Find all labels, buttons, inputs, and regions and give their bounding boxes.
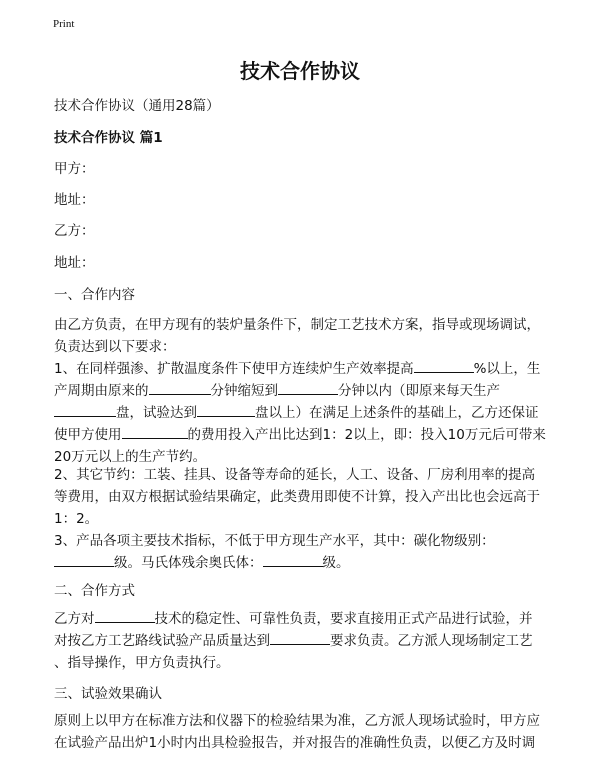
section-heading-result-confirmation: 三、试验效果确认: [54, 686, 162, 702]
blank-technology: [95, 609, 155, 623]
blank-original-trays: [54, 403, 116, 417]
party-a-label: 甲方：: [54, 161, 95, 177]
cooperation-mode-paragraph: 乙方对 技术的稳定性、可靠性负责，要求直接用正式产品进行试验，并 对按乙方工艺路线试验产品质量达到 要求负责。乙方派人现场制定工艺 、指导操作，甲方负责执行。: [54, 611, 533, 671]
document-title: 技术合作协议: [240, 59, 360, 83]
result-confirmation-paragraph: 原则上以甲方在标准方法和仪器下的检验结果为准，乙方派人现场试验时，甲方应 在试验产品出炉1小时内出具检验报告，并对报告的准确性负责，以便乙方及时调: [54, 713, 540, 751]
blank-carbide-grade: [54, 553, 114, 567]
blank-technology-name: [122, 425, 188, 439]
section-heading-cooperation-mode: 二、合作方式: [54, 583, 135, 599]
blank-target-trays: [197, 403, 255, 417]
requirement-item-2: 2、其它节约：工装、挂具、设备等寿命的延长，人工、设备、厂房利用率的提高 等费用，由双方根据试验结果确定，此类费用即使不计算，投入产出比也会远高于 1：2。: [54, 467, 540, 527]
article-heading: 技术合作协议 篇1: [54, 130, 163, 146]
requirement-item-1: 1、在同样强渗、扩散温度条件下使甲方连续炉生产效率提高 %以上，生 产周期由原来的 分钟缩短到 分钟以内（即原来每天生产 盘，试验达到 盘以上）在满足上述条件的基础上，乙方还保证 使甲方使用 的费用投入产出比达到1：2以上，即：投入10万元后可带来 20万元以上的生产节约。: [54, 361, 546, 465]
requirement-item-3: 3、产品各项主要技术指标，不低于甲方现生产水平，其中：碳化物级别： 级。马氏体残余奥氏体： 级。: [54, 533, 495, 571]
document-subtitle: 技术合作协议（通用28篇）: [54, 98, 220, 114]
blank-quality-standard: [270, 631, 330, 645]
blank-original-minutes: [149, 381, 211, 395]
blank-target-minutes: [278, 381, 338, 395]
party-b-address-label: 地址：: [54, 255, 95, 271]
blank-efficiency-percent: [414, 359, 474, 373]
print-link[interactable]: Print: [53, 18, 75, 30]
section-heading-cooperation-content: 一、合作内容: [54, 287, 135, 303]
party-b-label: 乙方：: [54, 223, 95, 239]
blank-austenite-grade: [263, 553, 323, 567]
party-a-address-label: 地址：: [54, 192, 95, 208]
intro-paragraph: 由乙方负责，在甲方现有的装炉量条件下，制定工艺技术方案，指导或现场调试， 负责达到以下要求：: [54, 317, 540, 355]
